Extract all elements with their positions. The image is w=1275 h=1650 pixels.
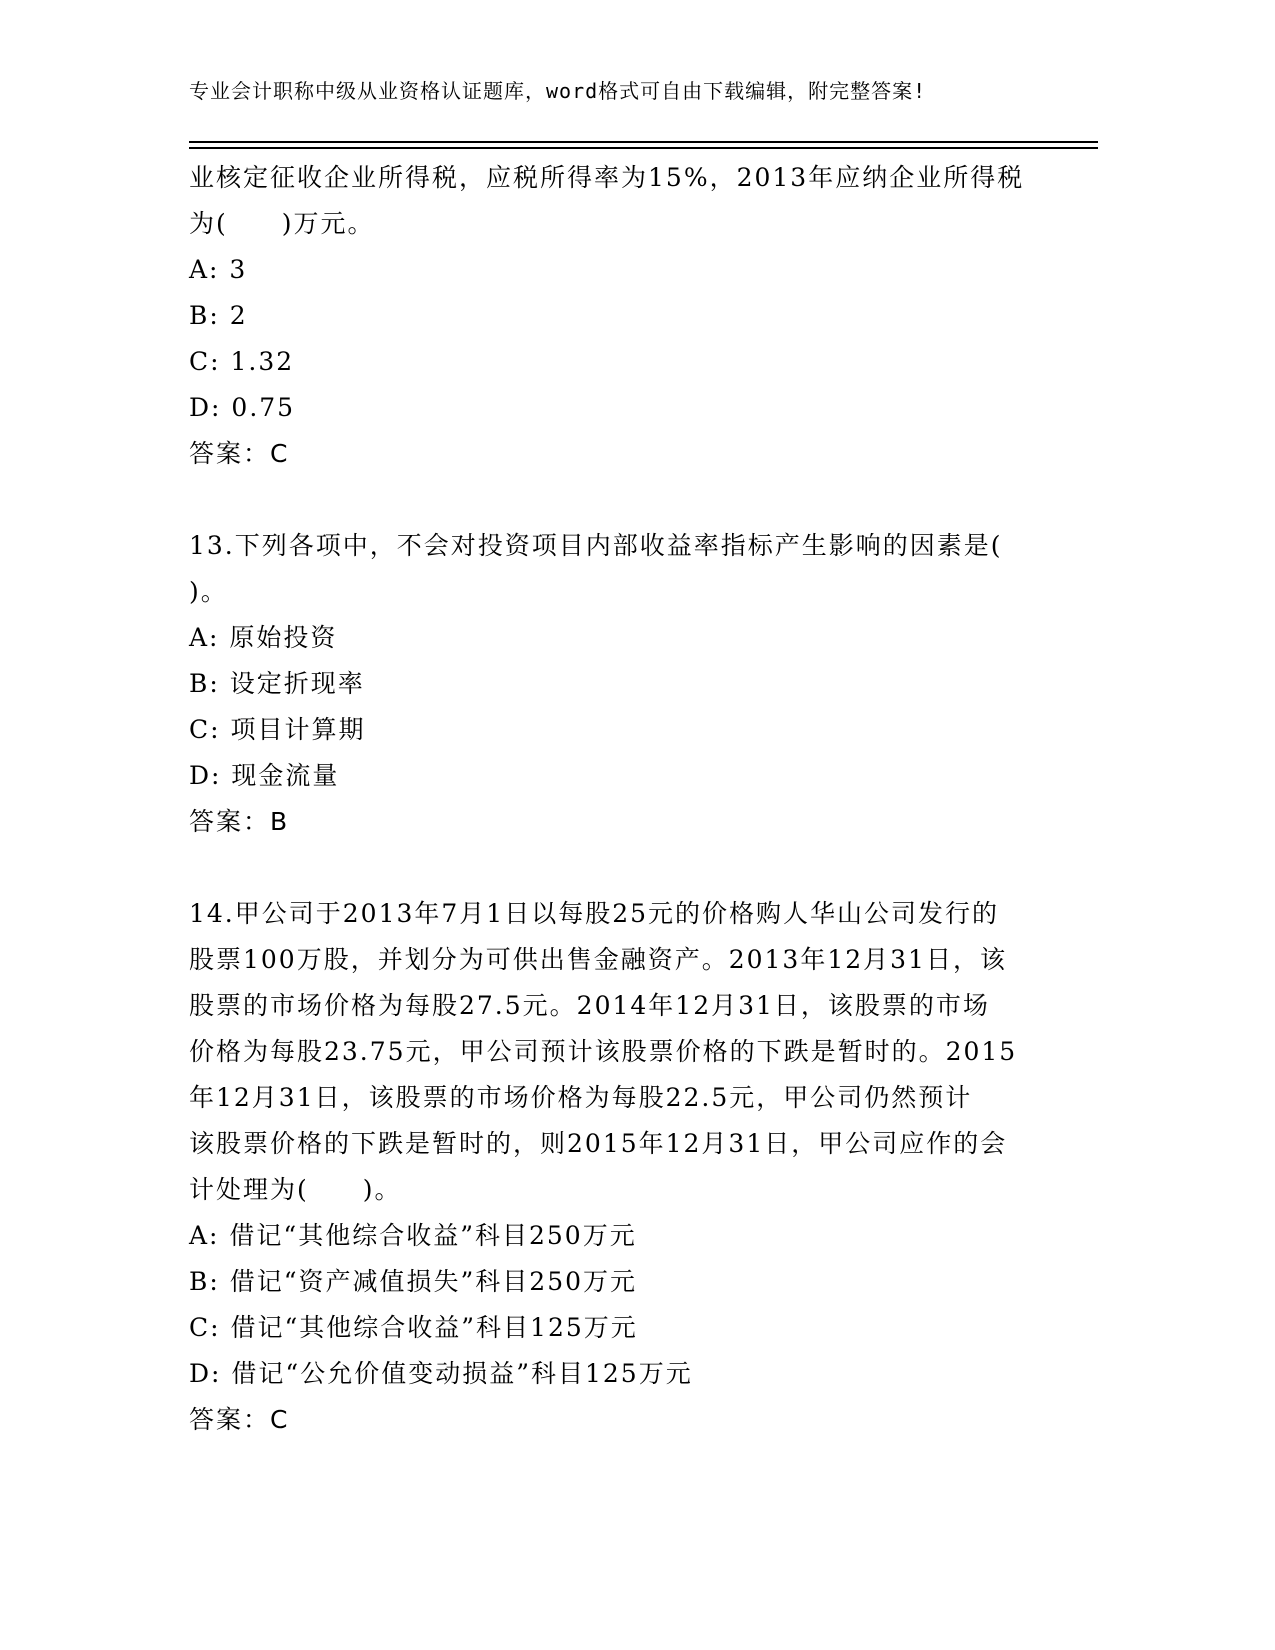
option-c: C: 项目计算期 <box>189 715 366 744</box>
question-stem-line: 年12月31日，该股票的市场价格为每股22.5元，甲公司仍然预计 <box>189 1083 973 1112</box>
question-stem-line: 股票100万股，并划分为可供出售金融资产。2013年12月31日，该 <box>189 945 1007 974</box>
question-12 <box>189 155 1089 477</box>
question-stem-line: 股票的市场价格为每股27.5元。2014年12月31日，该股票的市场 <box>189 991 990 1020</box>
option-d: D: 借记“公允价值变动损益”科目125万元 <box>189 1359 693 1388</box>
option-d: D: 现金流量 <box>189 761 340 790</box>
answer: 答案：C <box>189 1405 290 1434</box>
spacer <box>189 845 1089 891</box>
option-a: A: 3 <box>189 255 248 284</box>
option-d: D: 0.75 <box>189 393 296 422</box>
question-stem-line: 为( )万元。 <box>189 209 375 238</box>
question-list <box>189 155 1089 1443</box>
question-stem-line: 价格为每股23.75元，甲公司预计该股票价格的下跌是暂时的。2015 <box>189 1037 1018 1066</box>
question-stem-line: )。 <box>189 577 228 606</box>
option-c: C: 1.32 <box>189 347 295 376</box>
question-14 <box>189 891 1089 1443</box>
question-stem-line: 计处理为( )。 <box>189 1175 402 1204</box>
option-b: B: 设定折现率 <box>189 669 365 698</box>
question-stem-line: 14.甲公司于2013年7月1日以每股25元的价格购人华山公司发行的 <box>189 899 1000 928</box>
option-c: C: 借记“其他综合收益”科目125万元 <box>189 1313 638 1342</box>
header-rule-bottom <box>189 147 1098 149</box>
option-b: B: 借记“资产减值损失”科目250万元 <box>189 1267 638 1296</box>
option-a: A: 借记“其他综合收益”科目250万元 <box>189 1221 637 1250</box>
answer: 答案：C <box>189 439 290 468</box>
question-stem-line: 业核定征收企业所得税，应税所得率为15%，2013年应纳企业所得税 <box>189 163 1025 192</box>
spacer <box>189 477 1089 523</box>
page-header: 专业会计职称中级从业资格认证题库，word格式可自由下载编辑，附完整答案! <box>189 79 927 103</box>
question-stem-line: 该股票价格的下跌是暂时的，则2015年12月31日，甲公司应作的会 <box>189 1129 1008 1158</box>
question-stem-line: 13.下列各项中，不会对投资项目内部收益率指标产生影响的因素是( <box>189 531 1003 560</box>
option-a: A: 原始投资 <box>189 623 338 652</box>
header-rule-top <box>189 141 1098 143</box>
answer: 答案：B <box>189 807 290 836</box>
question-13 <box>189 523 1089 845</box>
option-b: B: 2 <box>189 301 248 330</box>
